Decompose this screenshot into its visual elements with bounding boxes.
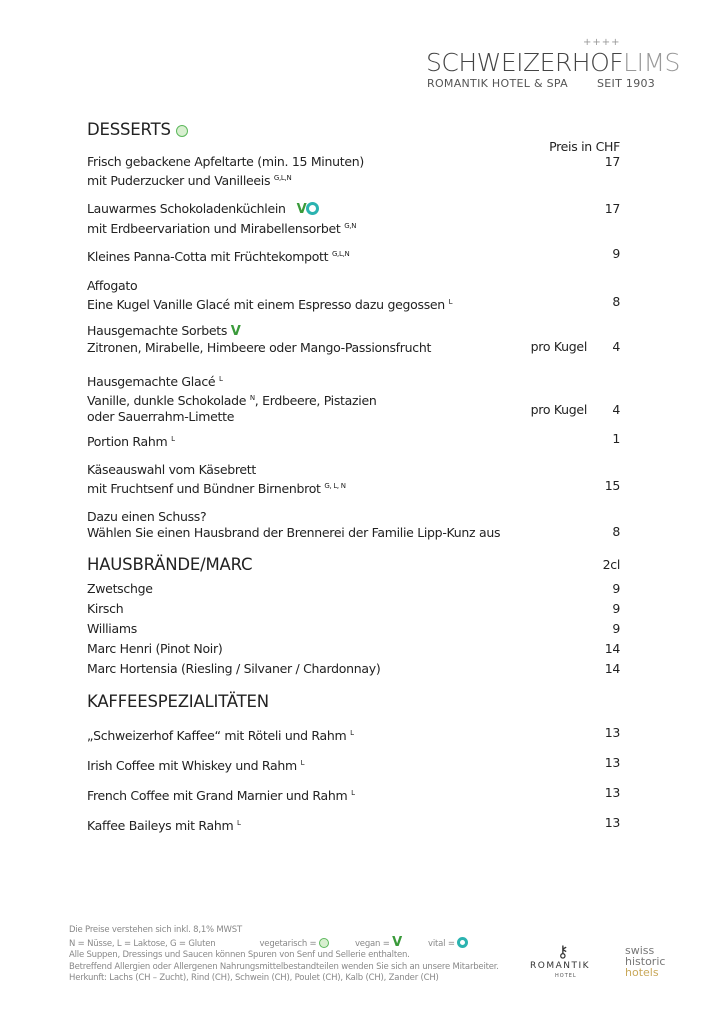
- price: 8: [612, 294, 620, 309]
- logo-brand: SCHWEIZERHOFLIMS: [426, 48, 680, 77]
- price: 17: [604, 154, 620, 169]
- price: 9: [612, 601, 620, 616]
- section-title-brands: HAUSBRÄNDE/MARC: [87, 555, 253, 574]
- price: 9: [612, 621, 620, 636]
- logo-stars: ++++: [583, 37, 621, 48]
- menu-item: Hausgemachte Glacé $^L$ Vanille, dunkle Schokolade $^N$, Erdbeere, Pistazien oder Sauerrahm-Limette: [87, 374, 377, 424]
- price: 1: [612, 431, 620, 446]
- price: 13: [604, 815, 620, 830]
- section-title-coffee: KAFFEESPEZIALITÄTEN: [87, 692, 269, 711]
- logo-subtitle: ROMANTIK HOTEL & SPA: [427, 77, 568, 90]
- price: 17: [604, 201, 620, 216]
- price-header: Preis in CHF: [549, 139, 620, 154]
- price: 14: [604, 641, 620, 656]
- menu-item: Kleines Panna-Cotta mit Früchtekompott $^{G,L,N}$: [87, 249, 350, 264]
- menu-item: Kaffee Baileys mit Rahm $^L$: [87, 818, 241, 833]
- vegetarian-icon: [176, 125, 188, 137]
- menu-item: Williams: [87, 621, 137, 636]
- menu-item: Irish Coffee mit Whiskey und Rahm $^L$: [87, 758, 305, 773]
- vegetarian-icon: [319, 938, 329, 948]
- section-title-desserts: DESSERTS: [87, 120, 188, 140]
- menu-item: Affogato Eine Kugel Vanille Glacé mit einem Espresso dazu gegossen $^L$: [87, 278, 453, 312]
- swiss-historic-logo: swiss historic hotels: [625, 944, 666, 979]
- menu-item: Marc Henri (Pinot Noir): [87, 641, 223, 656]
- menu-item: Zwetschge: [87, 581, 153, 596]
- logo-since: SEIT 1903: [597, 77, 656, 90]
- unit: pro Kugel: [530, 402, 587, 417]
- price: 14: [604, 661, 620, 676]
- menu-item: Frisch gebackene Apfeltarte (min. 15 Minuten) mit Puderzucker und Vanilleeis $^{G,L,N}$: [87, 154, 364, 188]
- price: 4: [612, 339, 620, 354]
- unit: 2cl: [602, 557, 620, 572]
- price: 9: [612, 581, 620, 596]
- menu-item: Käseauswahl vom Käsebrett mit Fruchtsenf und Bündner Birnenbrot $^{G, L, N}$: [87, 462, 346, 496]
- price: 13: [604, 785, 620, 800]
- price: 9: [612, 246, 620, 261]
- vital-icon: [457, 937, 468, 948]
- vegan-icon: V: [392, 934, 403, 950]
- price: 4: [612, 402, 620, 417]
- price: 13: [604, 755, 620, 770]
- footer-notes: Die Preise verstehen sich inkl. 8,1% MWST N = Nüsse, L = Laktose, G = Gluten vegetarisch = vegan = V vital = Alle Suppen, Dressings und Saucen können Spuren von Senf und Sellerie enthalten. Betreffend Allergien oder Allergenen Nahrungsmittelbestandteilen wenden Sie sich an unsere Mitarbeiter. Herkunft: Lachs (CH – Zucht), Rind (CH), Schwein (CH), Poulet (CH), Kalb (CH), Zander (CH): [69, 925, 499, 983]
- unit: pro Kugel: [530, 339, 587, 354]
- vegan-icon: V: [296, 202, 307, 217]
- vital-icon: [306, 202, 319, 215]
- romantik-logo: ROMANTIK: [530, 961, 591, 971]
- menu-item: „Schweizerhof Kaffee“ mit Röteli und Rahm $^L$: [87, 728, 354, 743]
- menu-item: Kirsch: [87, 601, 124, 616]
- price: 13: [604, 725, 620, 740]
- menu-item: Hausgemachte Sorbets V Zitronen, Mirabelle, Himbeere oder Mango-Passionsfrucht: [87, 323, 432, 355]
- romantik-logo-sub: HOTEL: [555, 973, 577, 979]
- price: 15: [604, 478, 620, 493]
- price: 8: [612, 524, 620, 539]
- menu-item: Dazu einen Schuss? Wählen Sie einen Hausbrand der Brennerei der Familie Lipp-Kunz aus: [87, 509, 501, 540]
- key-icon: ⚷: [557, 942, 569, 961]
- menu-item: French Coffee mit Grand Marnier und Rahm $^L$: [87, 788, 355, 803]
- menu-item: Lauwarmes Schokoladenküchlein V mit Erdbeervariation und Mirabellensorbet $^{G,N}$: [87, 201, 357, 236]
- menu-item: Portion Rahm $^L$: [87, 434, 175, 449]
- menu-item: Marc Hortensia (Riesling / Silvaner / Chardonnay): [87, 661, 381, 676]
- vegan-icon: V: [230, 324, 241, 339]
